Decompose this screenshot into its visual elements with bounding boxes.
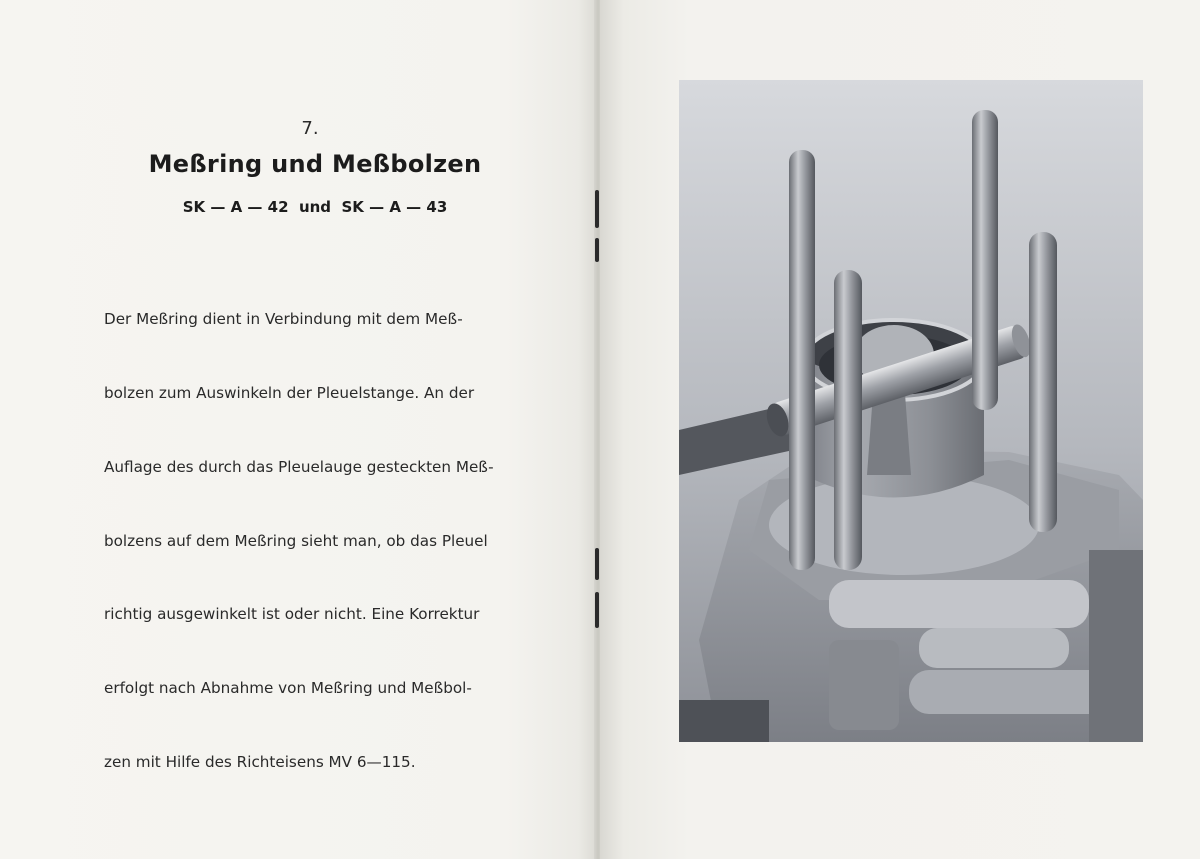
part-numbers-subtitle: SK — A — 42 und SK — A — 43 [182, 198, 448, 216]
body-line: zen mit Hilfe des Richteisens MV 6—115. [104, 752, 416, 771]
photo-illustration [679, 80, 1143, 742]
body-line: Der Meßring dient in Verbindung mit dem Meß- [104, 310, 463, 329]
staple [595, 190, 599, 228]
body-paragraph [104, 258, 554, 824]
body-line: richtig ausgewinkelt ist oder nicht. Eine Korrektur [104, 605, 480, 624]
body-line: erfolgt nach Abnahme von Meßring und Meßbol- [104, 679, 472, 698]
staple [595, 238, 599, 262]
staple [595, 548, 599, 580]
body-line: bolzens auf dem Meßring sieht man, ob das Pleuel [104, 531, 488, 550]
body-line: bolzen zum Auswinkeln der Pleuelstange. An der [104, 383, 475, 402]
page-title: Meßring und Meßbolzen [148, 150, 482, 178]
measuring-ring-photo [679, 80, 1143, 742]
body-line: Auflage des durch das Pleuelauge gesteckten Meß- [104, 457, 494, 476]
chapter-number: 7. [301, 118, 319, 139]
staple [595, 592, 599, 628]
left-page [0, 0, 596, 859]
